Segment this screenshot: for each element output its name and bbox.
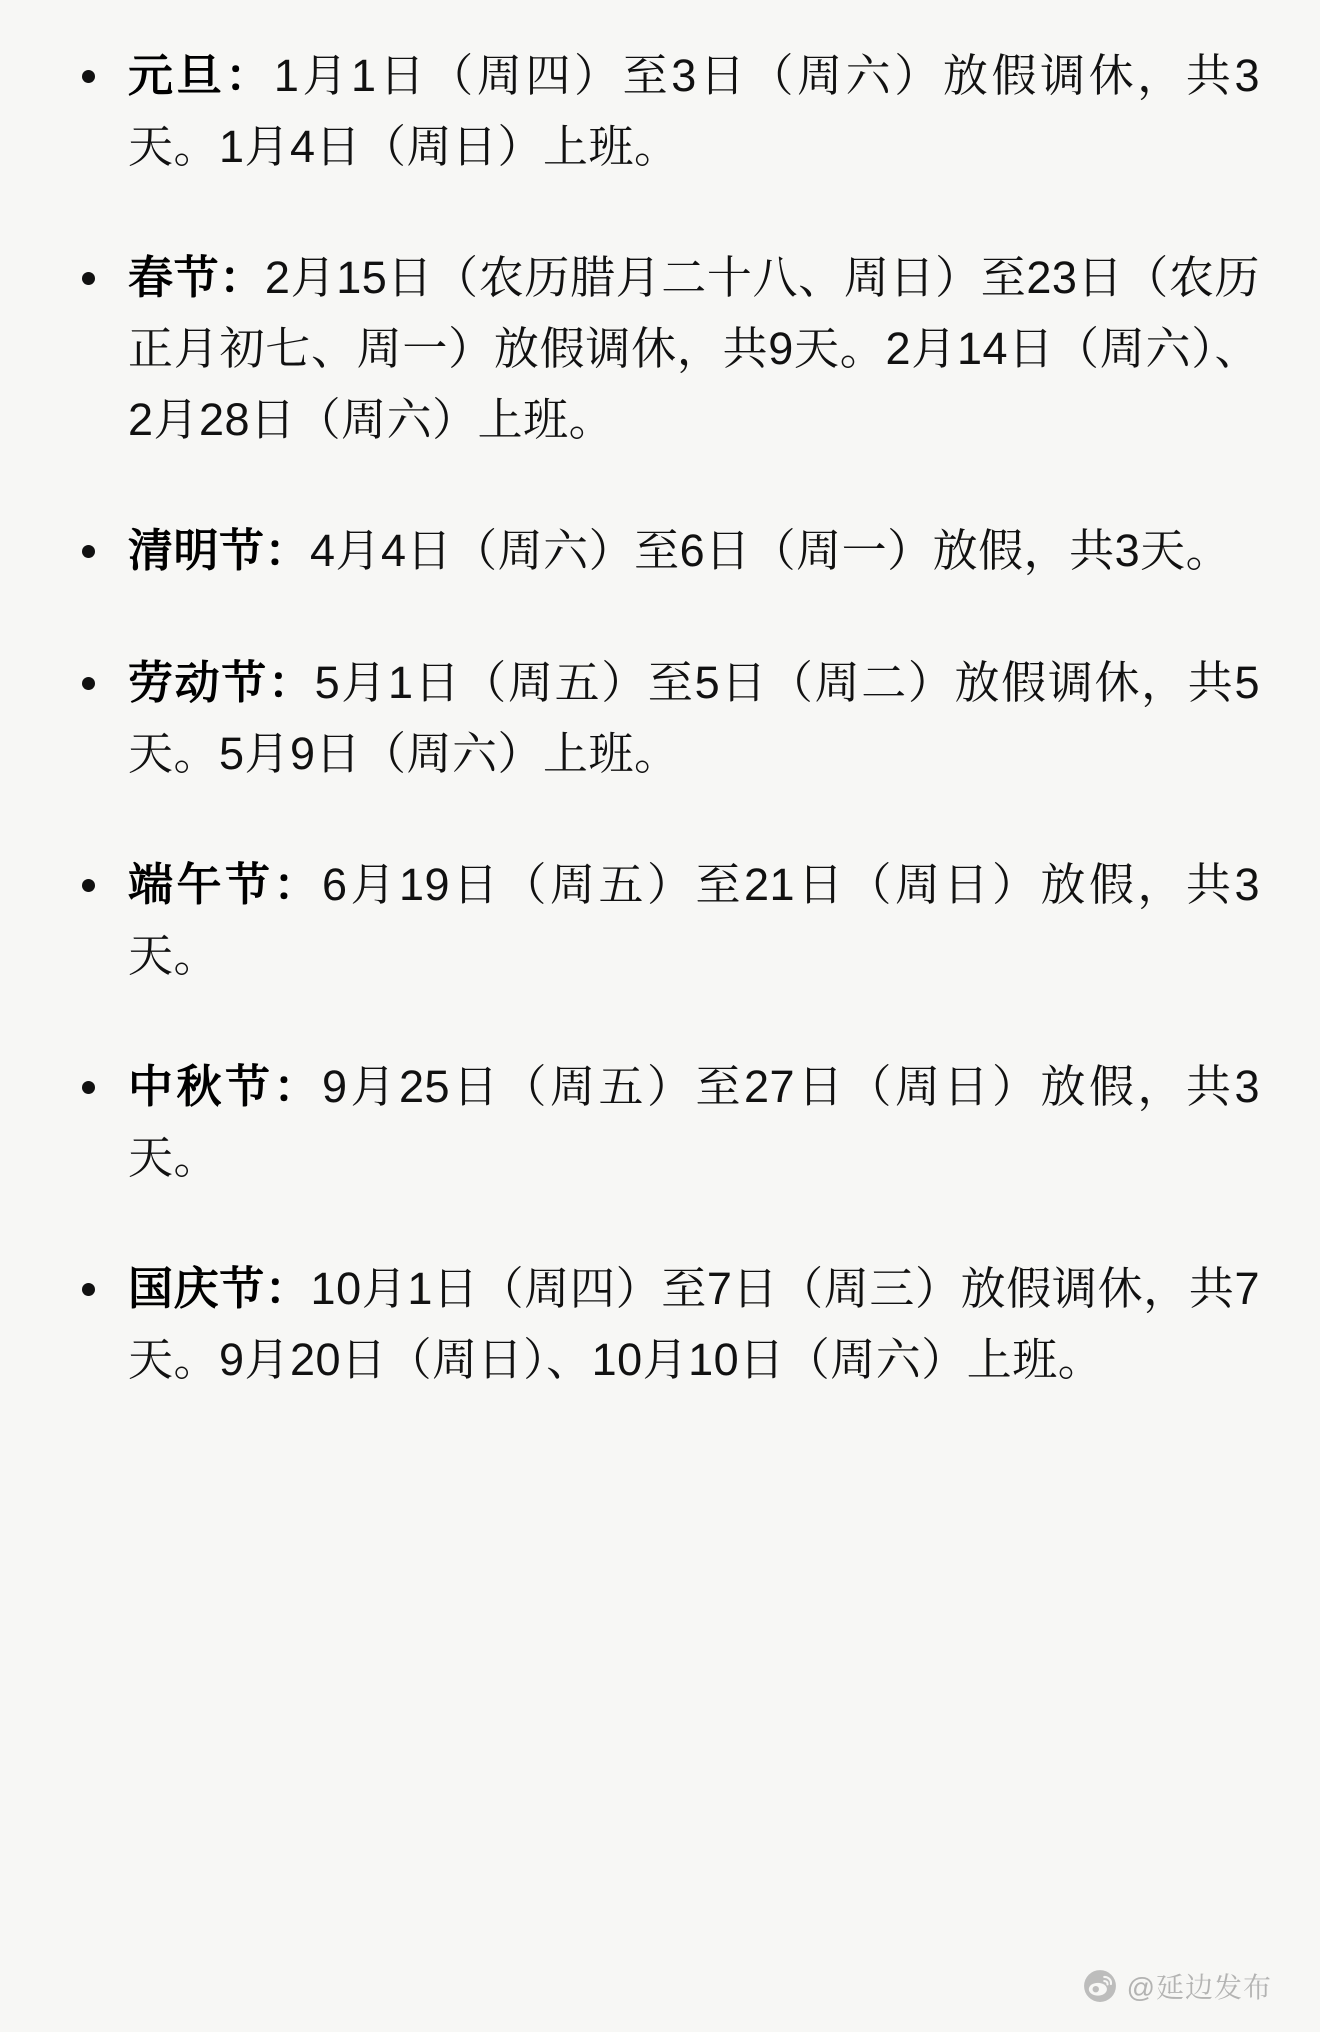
holiday-detail: 5月1日（周五）至5日（周二）放假调休，共5天。5月9日（周六）上班。 [128,656,1260,779]
holiday-detail: 9月25日（周五）至27日（周日）放假，共3天。 [128,1060,1260,1184]
holiday-name: 劳动节： [128,656,315,708]
list-item [60,515,1260,586]
watermark [1083,1966,1272,2006]
holiday-detail: 2月15日（农历腊月二十八、周日）至23日（农历正月初七、周一）放假调休，共9天。2月14日（周六）、2月28日（周六）上班。 [128,252,1260,446]
bullet-icon [82,545,95,558]
holiday-detail: 4月4日（周六）至6日（周一）放假，共3天。 [310,525,1232,577]
list-item [60,1253,1260,1395]
list-item [60,242,1260,455]
holiday-name: 端午节： [128,858,322,910]
bullet-icon [82,677,95,690]
holiday-name: 春节： [128,252,265,304]
list-item [60,647,1260,789]
list-item [60,849,1260,991]
holiday-list [60,40,1260,1395]
holiday-detail: 6月19日（周五）至21日（周日）放假，共3天。 [128,858,1260,981]
bullet-icon [82,70,95,83]
holiday-detail: 10月1日（周四）至7日（周三）放假调休，共7天。9月20日（周日）、10月10日（周六）上班。 [128,1263,1260,1386]
holiday-name: 元旦： [128,50,274,101]
list-item [60,40,1260,182]
bullet-icon [82,1283,95,1296]
holiday-name: 清明节： [128,525,311,577]
bullet-icon [82,272,95,285]
bullet-icon [82,879,95,892]
watermark-text: @延边发布 [1126,1972,1272,2003]
weibo-icon [1083,1969,1117,2003]
holiday-name: 国庆节： [128,1263,311,1315]
list-item [60,1051,1260,1193]
holiday-name: 中秋节： [128,1060,322,1112]
holiday-detail: 1月1日（周四）至3日（周六）放假调休，共3天。1月4日（周日）上班。 [128,50,1260,173]
bullet-icon [82,1081,95,1094]
